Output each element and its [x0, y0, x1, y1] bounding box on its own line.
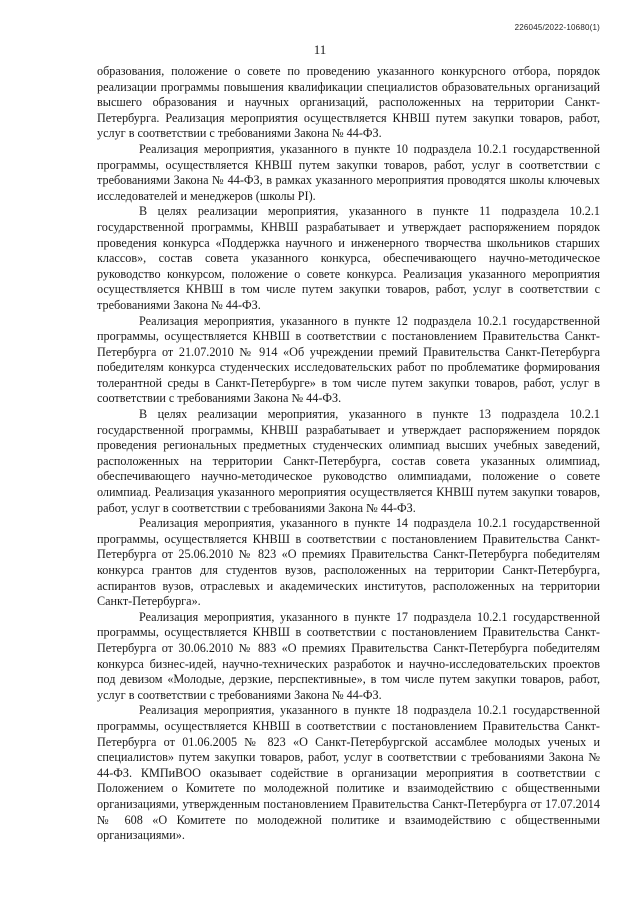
paragraph-item-12: Реализация мероприятия, указанного в пункте 12 подраздела 10.2.1 государственной программы, осуществляется КНВШ в соответствии с постановлением Правительства Санкт-Петербурга от 21.07.2010 № 914 «Об учреждении премий Правительства Санкт-Петербурга победителям конкурса студенческих исследовательских работ по проблематике формирования толерантной среды в Санкт-Петербурге» в том числе путем закупки товаров, работ, услуг в соответствии с требованиями Закона № 44-ФЗ.	[97, 313, 600, 406]
document-id: 226045/2022-10680(1)	[514, 23, 600, 32]
paragraph-continuation: образования, положение о совете по проведению указанного конкурсного отбора, порядок реализации программы повышения квалификации специалистов образовательных организаций высшего образования и научных организаций, расположенных на территории Санкт-Петербурга. Реализация мероприятия осуществляется КНВШ путем закупки товаров, работ, услуг в соответствии с требованиями Закона № 44-ФЗ.	[97, 64, 600, 141]
page-number: 11	[313, 42, 327, 57]
paragraph-item-14: Реализация мероприятия, указанного в пункте 14 подраздела 10.2.1 государственной программы, осуществляется КНВШ в соответствии с постановлением Правительства Санкт-Петербурга от 25.06.2010 № 823 «О премиях Правительства Санкт-Петербурга победителям конкурса грантов для студентов вузов, расположенных на территории Санкт-Петербурга, аспирантов вузов, отраслевых и академических институтов, расположенных на территории Санкт-Петербурга».	[97, 516, 600, 609]
document-body	[97, 64, 600, 844]
paragraph-item-18: Реализация мероприятия, указанного в пункте 18 подраздела 10.2.1 государственной программы, осуществляется КНВШ в соответствии с постановлением Правительства Санкт-Петербурга от 01.06.2005 № 823 «О Санкт-Петербургской ассамблее молодых ученых и специалистов» путем закупки товаров, работ, услуг в соответствии с требованиями Закона № 44-ФЗ. КМПиВОО оказывает содействие в организации мероприятия в соответствии с Положением о Комитете по молодежной политике и взаимодействию с общественными организациями, утвержденным постановлением Правительства Санкт-Петербурга от 17.07.2014 № 608 «О Комитете по молодежной политике и взаимодействию с общественными организациями».	[97, 703, 600, 843]
paragraph-item-13: В целях реализации мероприятия, указанного в пункте 13 подраздела 10.2.1 государственной программы, КНВШ разрабатывает и утверждает распоряжением порядок проведения региональных предметных студенческих олимпиад высших учебных заведений, расположенных на территории Санкт-Петербурга, состав совета указанных олимпиад, обеспечивающего научно-методическое руководство олимпиадами, положение о совете олимпиад. Реализация указанного мероприятия осуществляется КНВШ путем закупки товаров, работ, услуг в соответствии с требованиями Закона № 44-ФЗ.	[97, 407, 600, 515]
paragraph-item-17: Реализация мероприятия, указанного в пункте 17 подраздела 10.2.1 государственной программы, осуществляется КНВШ в соответствии с постановлением Правительства Санкт-Петербурга от 30.06.2010 № 883 «О премиях Правительства Санкт-Петербурга победителям конкурса бизнес-идей, научно-технических разработок и научно-исследовательских проектов под девизом «Молодые, дерзкие, перспективные», в том числе путем закупки товаров, работ, услуг в соответствии с требованиями Закона № 44-ФЗ.	[97, 609, 600, 702]
paragraph-item-11: В целях реализации мероприятия, указанного в пункте 11 подраздела 10.2.1 государственной программы, КНВШ разрабатывает и утверждает распоряжением порядок проведения конкурса «Поддержка научного и инженерного творчества школьников старших классов», состав совета указанного конкурса, обеспечивающего научно-методическое руководство конкурсом, положение о совете конкурса. Реализация указанного мероприятия осуществляется КНВШ в том числе путем закупки товаров, работ, услуг в соответствии с требованиями Закона № 44-ФЗ.	[97, 204, 600, 312]
paragraph-item-10: Реализация мероприятия, указанного в пункте 10 подраздела 10.2.1 государственной программы, осуществляется КНВШ путем закупки товаров, работ, услуг в соответствии с требованиями Закона № 44-ФЗ, в рамках указанного мероприятия проводятся школы ключевых исследователей и менеджеров (школы PI).	[97, 141, 600, 203]
